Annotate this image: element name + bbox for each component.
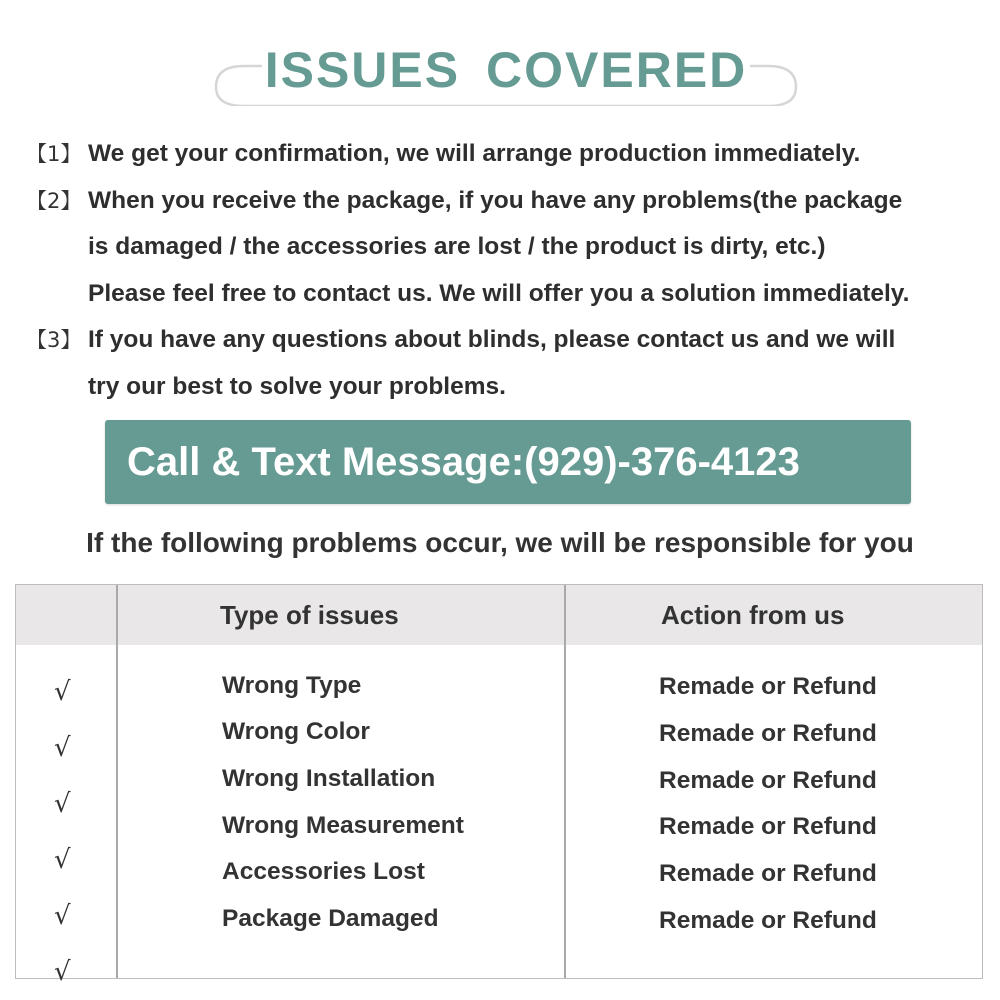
column-divider [564, 585, 566, 978]
title-banner [214, 42, 798, 106]
item-number: 【3】 [26, 328, 82, 352]
issue-action: Remade or Refund [659, 673, 877, 700]
contact-phone-text: Call & Text Message:(929)-376-4123 [127, 440, 800, 484]
item-number: 【2】 [26, 188, 82, 213]
list-item [26, 317, 996, 410]
list-item [26, 131, 996, 178]
issue-type: Wrong Color [222, 718, 370, 745]
issue-action: Remade or Refund [659, 860, 877, 887]
header-type-of-issues: Type of issues [220, 600, 399, 630]
check-mark-icon: √ [54, 789, 71, 819]
item-number: 【1】 [26, 142, 82, 166]
check-mark-icon: √ [54, 901, 71, 931]
issue-type: Wrong Measurement [222, 812, 464, 839]
check-mark-icon: √ [54, 677, 71, 707]
issue-action: Remade or Refund [659, 813, 877, 840]
issue-action: Remade or Refund [659, 720, 877, 747]
issue-action: Remade or Refund [659, 907, 877, 934]
issues-table [15, 584, 983, 987]
policy-list [26, 131, 996, 410]
check-mark-icon: √ [54, 957, 71, 987]
issue-action: Remade or Refund [659, 767, 877, 794]
issue-type: Accessories Lost [222, 858, 425, 885]
item-text: We get your confirmation, we will arrange production immediately. [88, 140, 861, 167]
item-text: If you have any questions about blinds, please contact us and we will [88, 326, 896, 353]
check-mark-icon: √ [54, 733, 71, 763]
list-item [26, 178, 996, 318]
item-text: try our best to solve your problems. [88, 372, 506, 400]
item-text: is damaged / the accessories are lost / the product is dirty, etc.) [88, 233, 826, 260]
contact-banner [105, 420, 911, 504]
item-text: Please feel free to contact us. We will offer you a solution immediately. [88, 279, 910, 307]
issue-type: Wrong Type [222, 672, 362, 699]
check-mark-icon: √ [54, 845, 71, 875]
page-title: ISSUES COVERED [264, 42, 748, 98]
issue-type: Package Damaged [222, 905, 439, 932]
header-action-from-us: Action from us [661, 600, 845, 630]
item-text: When you receive the package, if you have any problems(the package [88, 186, 903, 214]
responsibility-heading: If the following problems occur, we will be responsible for you [86, 527, 914, 558]
column-divider [116, 585, 118, 978]
issue-type: Wrong Installation [222, 765, 436, 792]
